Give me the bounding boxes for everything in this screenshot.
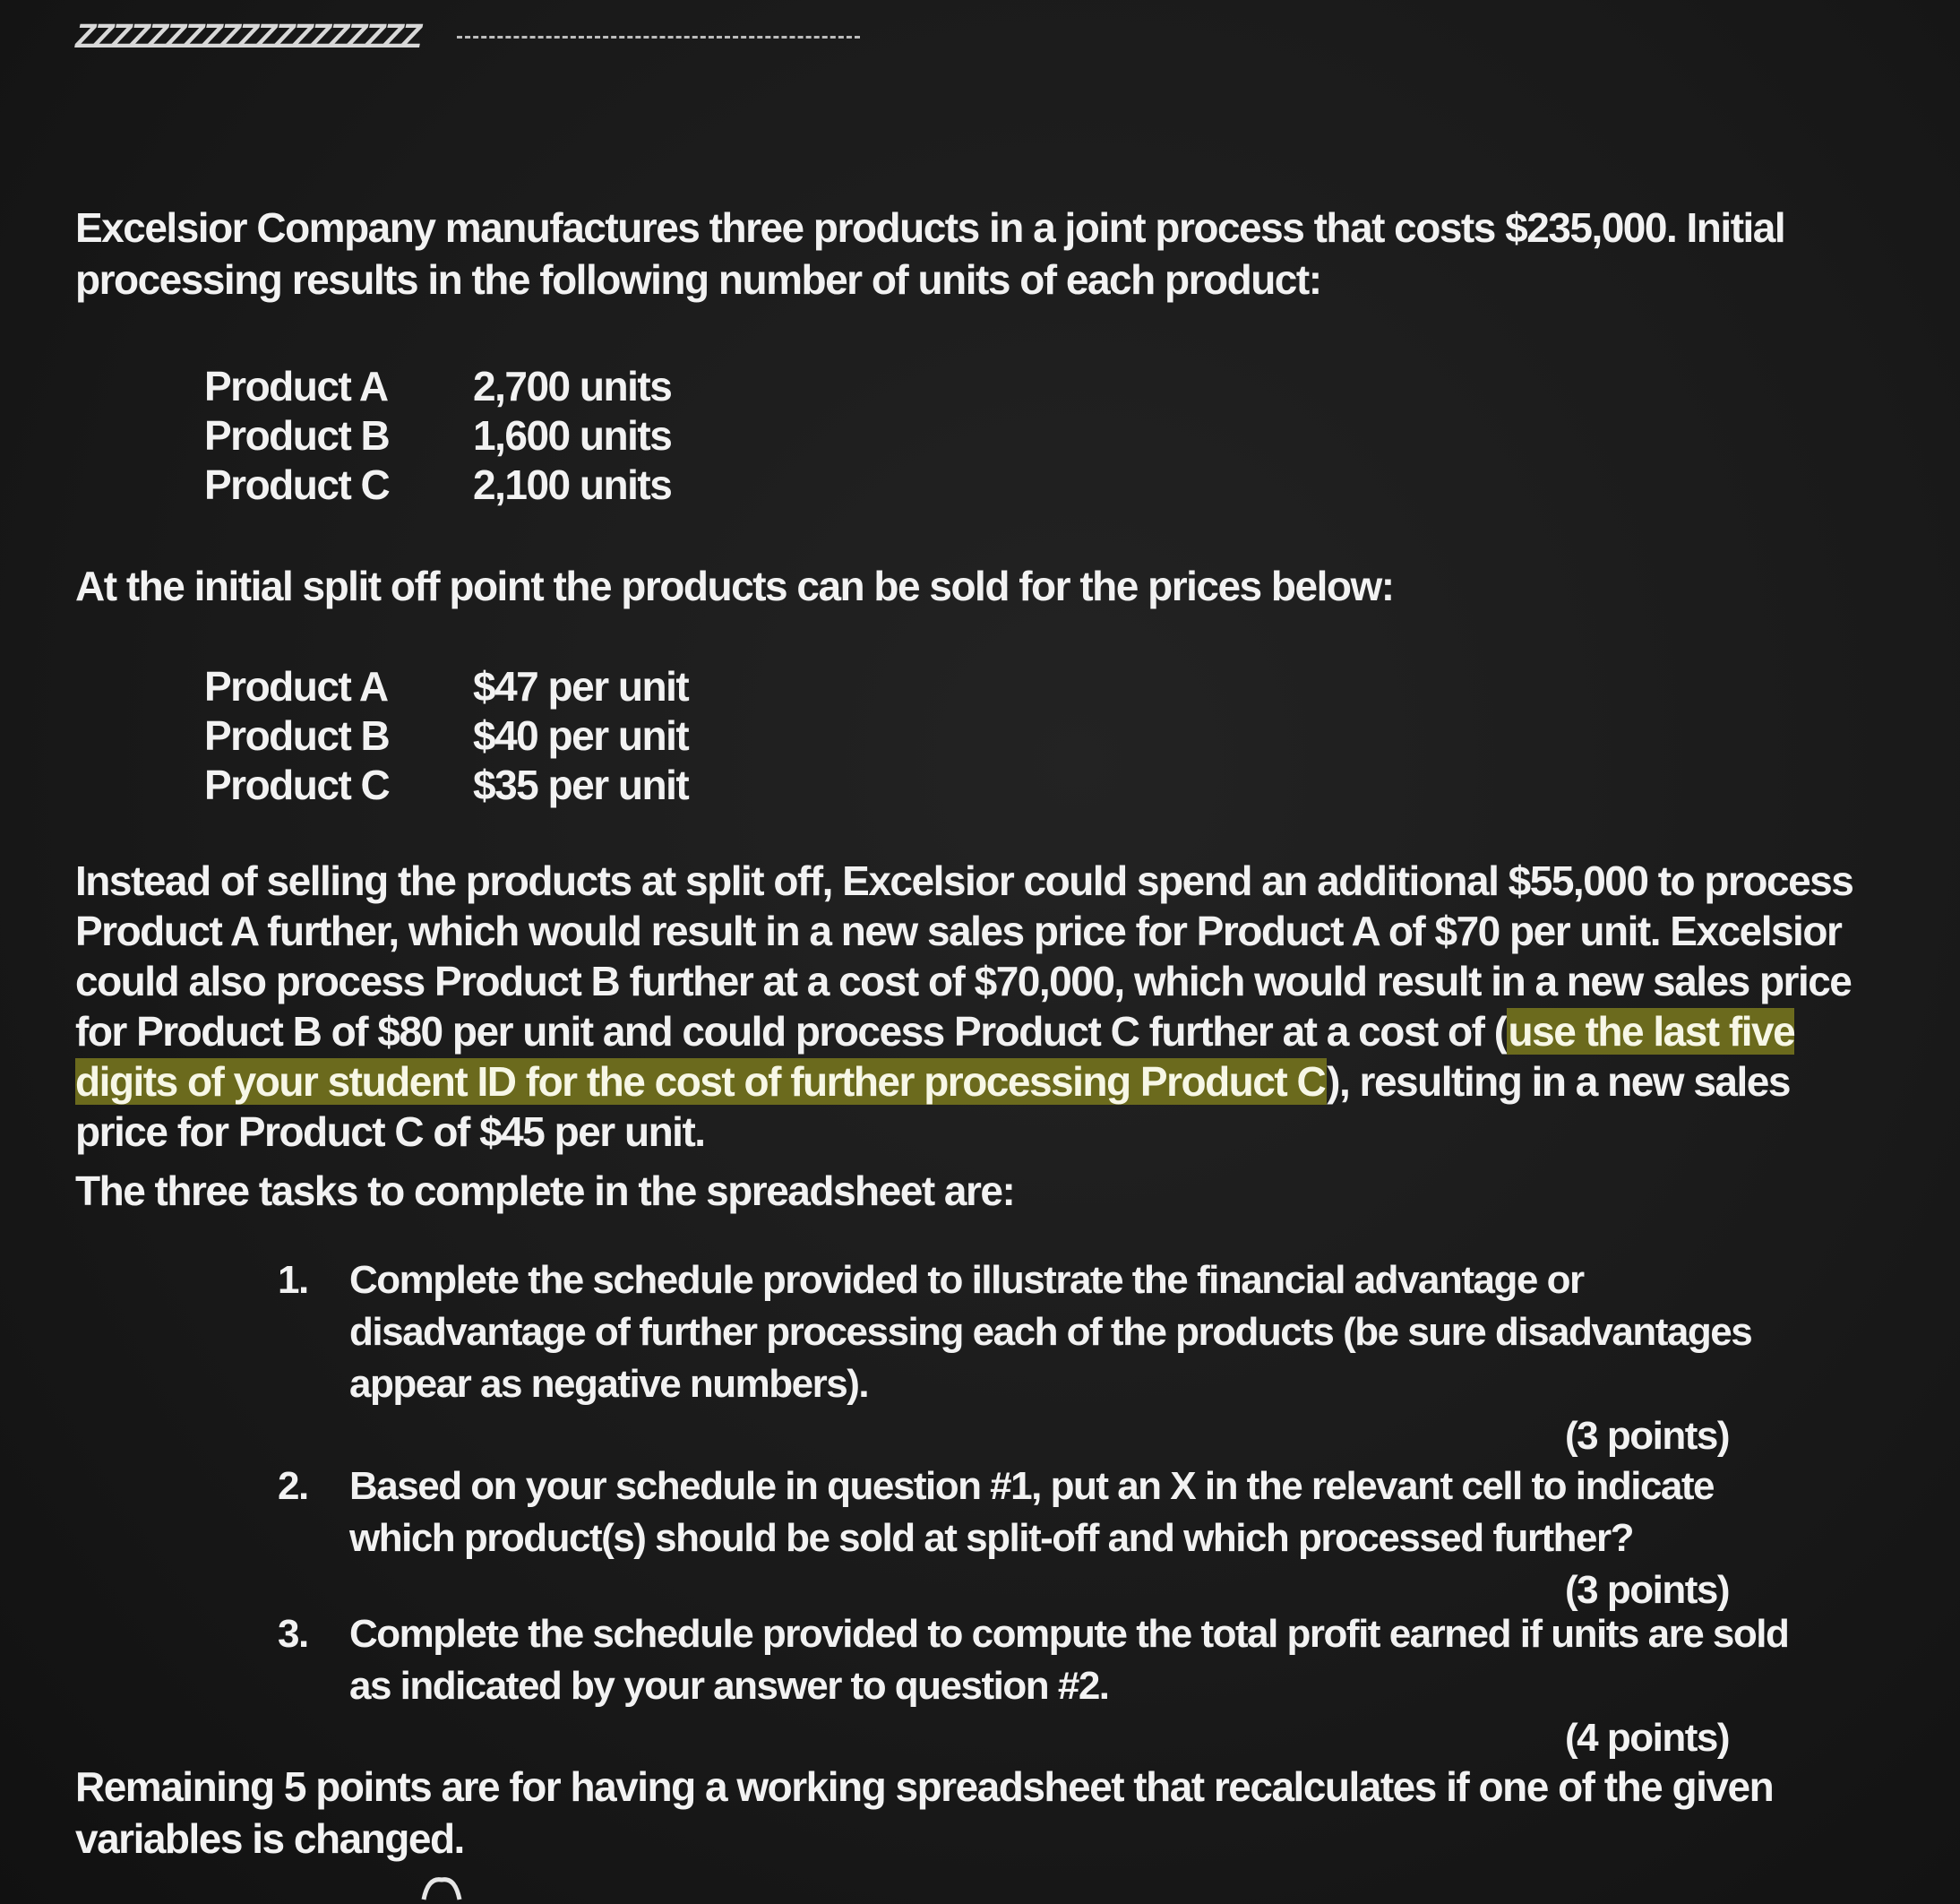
units-table [204, 361, 671, 509]
task-text: Complete the schedule provided to illustrate the financial advantage or disadvantage of further processing each of the products (be sure disadvantages appear as negative numbers). [349, 1258, 1752, 1406]
price-value: $35 per unit [473, 761, 689, 808]
task-points: (3 points) [1565, 1568, 1729, 1612]
price-value: $47 per unit [473, 662, 689, 710]
price-value: $40 per unit [473, 711, 689, 759]
units-value: 2,100 units [473, 461, 672, 508]
task-points: (3 points) [1565, 1414, 1729, 1458]
list-item [278, 1460, 1818, 1612]
split-off-paragraph: At the initial split off point the products can be sold for the prices below: [75, 563, 1394, 609]
table-row [204, 410, 671, 460]
task-text: Based on your schedule in question #1, put an X in the relevant cell to indicate which product(s) should be sold at split-off and which processed further? [349, 1464, 1715, 1560]
table-row [204, 361, 671, 410]
units-product-name: Product A [204, 362, 388, 409]
units-value: 2,700 units [473, 362, 672, 409]
table-row [204, 460, 671, 509]
further-processing-paragraph [75, 856, 1867, 1157]
units-value: 1,600 units [473, 411, 672, 459]
price-product-name: Product C [204, 761, 390, 808]
units-product-name: Product B [204, 411, 390, 459]
further-text-before: Instead of selling the products at split off, Excelsior could spend an additional $55,000 to process Product A further, which would result in a new sales price for Product A of $70 per unit. Excelsior could also process Product B further at a cost of $70,000, which would result in a new sales price for Product B of $80 per unit and could process Product C further at a cost of ( [75, 857, 1853, 1055]
further-text-after: ), resulting in a new sales price for Product C of $45 per unit. [75, 1058, 1790, 1155]
table-row [204, 711, 688, 760]
header-scribble: ZZZZZZZZZZZZZZZZZZZ [75, 18, 420, 56]
task-list [278, 1254, 1818, 1770]
prices-table [204, 661, 688, 809]
tasks-intro: The three tasks to complete in the spreadsheet are: [75, 1167, 1015, 1214]
task-text: Complete the schedule provided to compute the total profit earned if units are sold as indicated by your answer to question #2. [349, 1612, 1789, 1708]
task-points: (4 points) [1565, 1716, 1729, 1760]
task-number: 2. [278, 1464, 308, 1508]
highlighted-text: use the last five digits of your student ID for the cost of further processing Product C [75, 1008, 1795, 1105]
price-product-name: Product B [204, 711, 390, 759]
intro-paragraph: Excelsior Company manufactures three products in a joint process that costs $235,000. Initial processing results in the following number of units of each product: [75, 204, 1785, 303]
header-dashed-line [457, 36, 860, 39]
table-row [204, 760, 688, 809]
remaining-points-paragraph: Remaining 5 points are for having a working spreadsheet that recalculates if one of the given variables is changed. [75, 1763, 1774, 1862]
price-product-name: Product A [204, 662, 388, 710]
table-row [204, 661, 688, 711]
list-item [278, 1254, 1818, 1460]
task-number: 3. [278, 1612, 308, 1656]
cursor-glyph-icon [419, 1873, 464, 1904]
units-product-name: Product C [204, 461, 390, 508]
task-number: 1. [278, 1258, 308, 1302]
list-item [278, 1608, 1818, 1770]
